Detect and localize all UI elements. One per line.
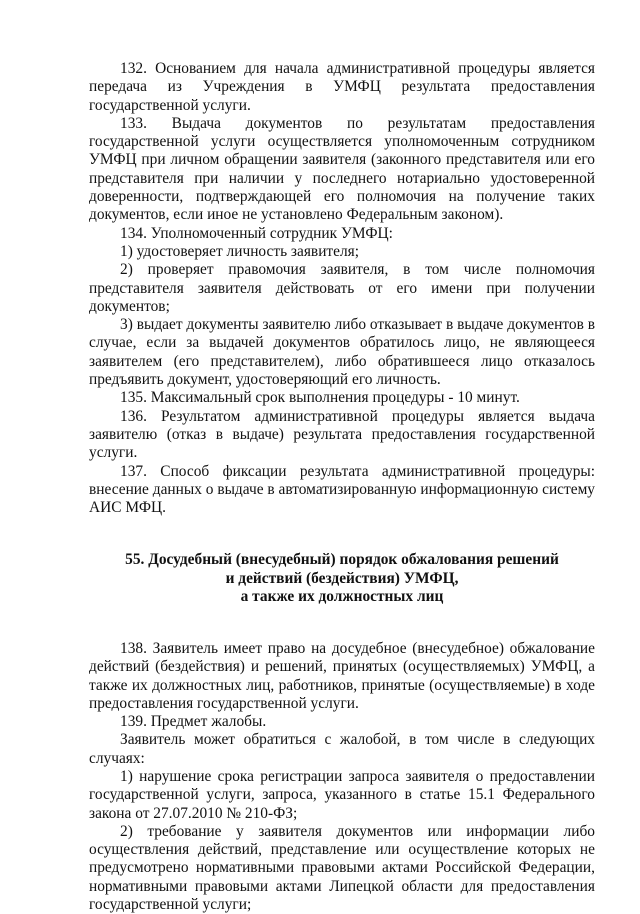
text-block-before [89,60,595,517]
section-heading-line-2: и действий (бездействия) УМФЦ, [225,569,459,587]
paragraph-139-item-2: 2) требование у заявителя документов или информации либо осуществления действий, представление или осуществление которых не предусмотрено нормативными правовыми актами Российской Федерации, нормативными правовыми актами Липецкой области для предоставления государственной услуги; [89,822,595,914]
paragraph-134: 134. Уполномоченный сотрудник УМФЦ: [120,224,393,242]
paragraph-138: 138. Заявитель имеет право на досудебное (внесудебное) обжалование действий (бездействия) и решений, принятых (осуществляемых) УМФЦ, а также их должностных лиц, работников, принятые (осуществляемые) в ходе предоставления государственной услуги. [89,639,595,712]
paragraph-133: 133. Выдача документов по результатам предоставления государственной услуги осуществляется уполномоченным сотрудником УМФЦ при личном обращении заявителя (законного представителя или его представителя при наличии у последнего нотариально удостоверенной доверенности, подтверждающей его полномочия на получение таких документов, если иное не установлено Федеральным законом). [89,114,595,224]
section-heading-line-3: а также их должностных лиц [240,588,444,606]
paragraph-137: 137. Способ фиксации результата административной процедуры: внесение данных о выдаче в автоматизированную информационную систему АИС МФЦ. [89,462,595,517]
paragraph-135: 135. Максимальный срок выполнения процедуры - 10 минут. [120,389,520,407]
paragraph-132: 132. Основанием для начала административной процедуры является передача из Учреждения в УМФЦ результата предоставления государственной услуги. [89,60,595,114]
paragraph-134-item-1: 1) удостоверяет личность заявителя; [120,242,360,260]
paragraph-134-item-3: 3) выдает документы заявителю либо отказывает в выдаче документов в случае, если за выдачей документов обратилось лицо, не являющееся заявителем (его представителем), либо обратившееся лицо отказалось предъявить документ, удостоверяющий его личность. [89,316,595,389]
paragraph-134-item-2: 2) проверяет правомочия заявителя, в том числе полномочия представителя заявителя действовать от его имени при получении документов; [89,261,595,315]
paragraph-139: 139. Предмет жалобы. [120,713,267,731]
paragraph-139-item-1: 1) нарушение срока регистрации запроса заявителя о предоставлении государственной услуги, запроса, указанного в статье 15.1 Федерального закона от 27.07.2010 № 210-ФЗ; [89,768,595,822]
paragraph-139-intro: Заявитель может обратиться с жалобой, в том числе в следующих случаях: [89,731,595,767]
text-block-after [89,640,595,914]
section-heading [89,551,595,607]
document-page [89,60,595,914]
paragraph-136: 136. Результатом административной процедуры является выдача заявителю (отказ в выдаче) результата предоставления государственной услуги. [89,407,595,462]
section-heading-line-1: 55. Досудебный (внесудебный) порядок обжалования решений [125,551,559,569]
